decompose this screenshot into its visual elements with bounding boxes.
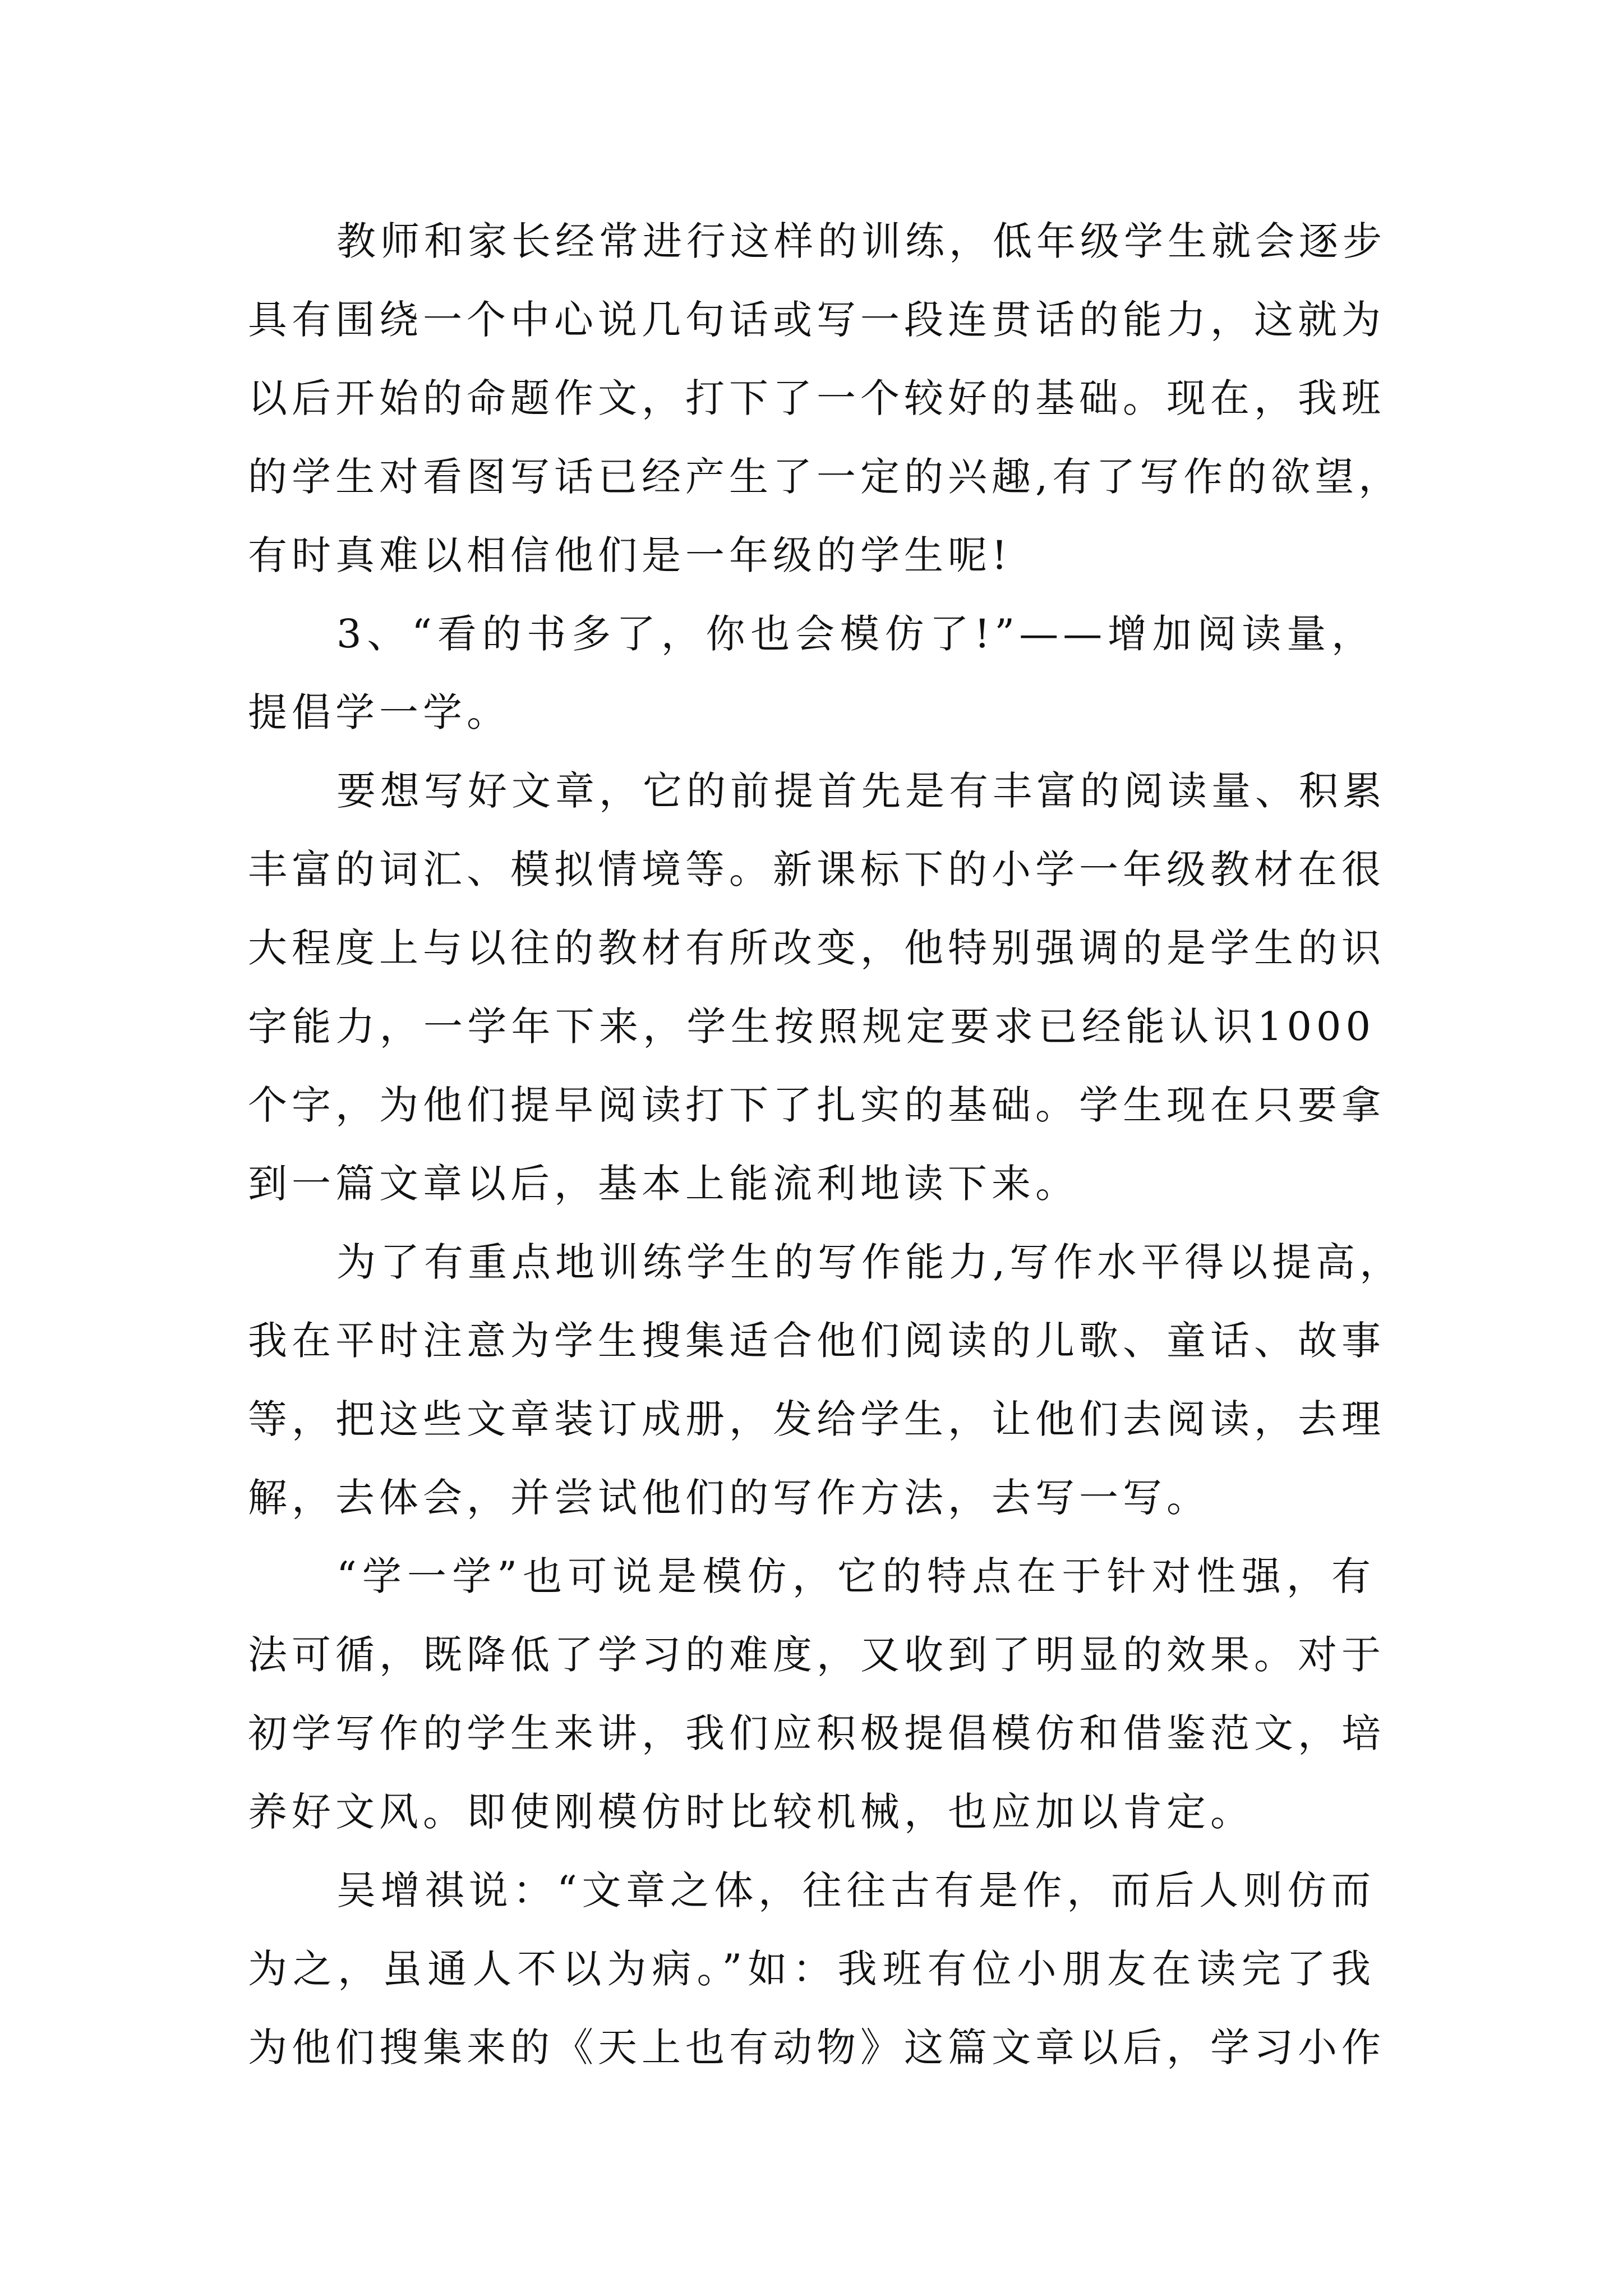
paragraph-line: 丰富的词汇、模拟情境等。新课标下的小学一年级教材在很	[248, 846, 1385, 892]
paragraph-line: 吴增祺说：“文章之体，往往古有是作，而后人则仿而	[336, 1867, 1375, 1913]
paragraph-line: 法可循，既降低了学习的难度，又收到了明显的效果。对于	[248, 1632, 1385, 1678]
paragraph-line: 要想写好文章，它的前提首先是有丰富的阅读量、积累	[336, 768, 1386, 814]
paragraph-line: 解，去体会，并尝试他们的写作方法，去写一写。	[248, 1475, 1210, 1521]
paragraph-line: 初学写作的学生来讲，我们应积极提倡模仿和借鉴范文，培	[248, 1710, 1385, 1756]
paragraph-line: 养好文风。即使刚模仿时比较机械，也应加以肯定。	[248, 1789, 1254, 1835]
paragraph-line: 大程度上与以往的教材有所改变，他特别强调的是学生的识	[248, 925, 1385, 971]
paragraph-line: 为了有重点地训练学生的写作能力,写作水平得以提高，	[336, 1239, 1404, 1285]
paragraph-line: 个字，为他们提早阅读打下了扎实的基础。学生现在只要拿	[248, 1082, 1385, 1128]
paragraph-line: 教师和家长经常进行这样的训练，低年级学生就会逐步	[336, 218, 1386, 264]
paragraph-line: 具有围绕一个中心说几句话或写一段连贯话的能力，这就为	[248, 297, 1385, 343]
section-heading-line: 3、“看的书多了，你也会模仿了!”——增加阅读量，	[336, 611, 1375, 657]
paragraph-line: 到一篇文章以后，基本上能流利地读下来。	[248, 1161, 1079, 1207]
paragraph-line: 为他们搜集来的《天上也有动物》这篇文章以后，学习小作	[248, 2024, 1385, 2070]
paragraph-line: “学一学”也可说是模仿，它的特点在于针对性强，有	[336, 1553, 1375, 1599]
paragraph-line: 以后开始的命题作文，打下了一个较好的基础。现在，我班	[248, 375, 1385, 421]
paragraph-line: 有时真难以相信他们是一年级的学生呢!	[248, 532, 1012, 578]
section-heading-line: 提倡学一学。	[248, 689, 510, 735]
paragraph-line: 为之，虽通人不以为病。”如：我班有位小朋友在读完了我	[248, 1946, 1375, 1992]
paragraph-line: 的学生对看图写话已经产生了一定的兴趣,有了写作的欲望，	[248, 454, 1403, 500]
paragraph-line: 等，把这些文章装订成册，发给学生，让他们去阅读，去理	[248, 1396, 1385, 1442]
paragraph-line: 我在平时注意为学生搜集适合他们阅读的儿歌、童话、故事	[248, 1318, 1385, 1364]
paragraph-line: 字能力，一学年下来，学生按照规定要求已经能认识1000	[248, 1004, 1375, 1050]
